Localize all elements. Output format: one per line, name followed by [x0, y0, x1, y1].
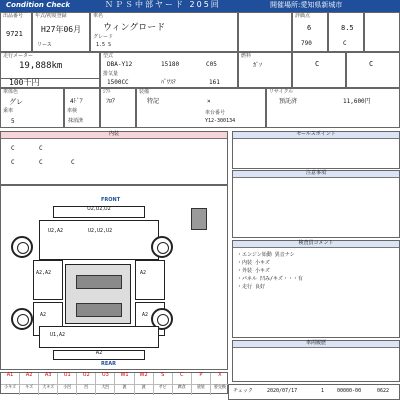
selling-points-section: セールスポイント — [232, 131, 400, 169]
rl-door: A2 — [33, 302, 63, 336]
car-name: ウィングロード — [103, 23, 166, 33]
damage-diagram: FRONT U2,U2,U2 U2,A2 U2,U2,U2 A2,A2 A2 A2 A2 U1,A2 A2 REAR — [0, 185, 228, 370]
lot-cell: 出品番号 9721 — [0, 12, 32, 52]
color-value: グレ — [9, 98, 23, 106]
fr-wheel — [151, 236, 173, 258]
year-value: H27年06月 — [41, 25, 82, 34]
rl-wheel — [11, 308, 33, 330]
color-cell: 車体色 グレ 乗車 5 — [0, 88, 64, 128]
score-value: 6 — [307, 24, 312, 32]
header-title-right: 開催場所:愛知県新城市 — [270, 1, 343, 9]
fr-door: A2 — [135, 260, 165, 300]
rear-bumper: A2 — [53, 350, 145, 360]
fl-wheel — [11, 236, 33, 258]
damage-legend: A1 A2 A3 U1 U2 U3 W1 W2 S C P X 小キズ キズ 大キズ 小凹 凹 大凹 波 波 サビ 腐食 塗装 要交換 — [0, 372, 228, 394]
fl-door: A2,A2 — [33, 260, 63, 300]
roof — [65, 264, 131, 324]
trunk: U1,A2 — [39, 326, 159, 348]
front-bumper: U2,U2,U2 — [53, 206, 145, 218]
header-title-center: ＮＰＳ中部ヤード 205回 — [105, 0, 221, 9]
header-title-left: Condition Check — [6, 1, 70, 9]
inspector-section: 検査員コメント ・エンジン始動 異音ナシ ・内装 小キズ ・外装 小キズ ・パネル 凹み/キズ・・・有 ・走行 良好 — [232, 240, 400, 338]
recycle-cell: リサイクル 預託済 11,600円 — [266, 88, 400, 128]
check-footer: チェック 2020/07/17 1 00000-00 0622 — [228, 384, 400, 400]
interior-section: 内装 C C C C C — [0, 131, 228, 185]
lot-number: 9721 — [6, 30, 23, 38]
price-value: 100千円 — [9, 78, 40, 87]
rr-door: A2 — [135, 302, 165, 336]
notes-section: 注意事項 — [232, 170, 400, 238]
year-cell: 年式/初度登録 H27年06月 リース — [32, 12, 90, 52]
history-section: 車両履歴 — [232, 340, 400, 382]
price-cell — [0, 78, 100, 88]
mileage-cell: 走行メーター 19,888km — [0, 52, 100, 88]
hood: U2,A2 U2,U2,U2 — [39, 220, 159, 260]
model-cell: 型式 DBA-Y12 15180 C05 排気量 1500CC ﾊﾟﾜｽﾃ 161 — [100, 52, 238, 88]
car-cell: 車名 ウィングロード グレード 1.5 S — [90, 12, 238, 52]
mileage-value: 19,888km — [19, 61, 63, 71]
header-bar — [0, 0, 400, 12]
score-cell: 評価点 6 790 — [292, 12, 328, 52]
